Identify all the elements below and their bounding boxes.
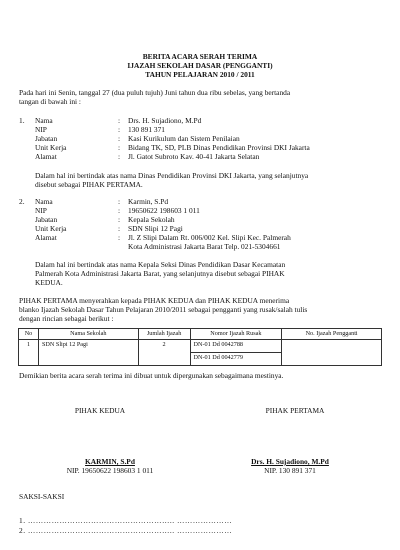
party1-sep: : — [118, 134, 121, 143]
signature-role-right: PIHAK PERTAMA — [265, 406, 325, 415]
signature-name-left: KARMIN, S.Pd — [85, 457, 135, 466]
party1-desc-line2: disebut sebagai PIHAK PERTAMA. — [35, 180, 143, 189]
handover-line1: PIHAK PERTAMA menyerahkan kepada PIHAK KEDUA dan PIHAK KEDUA menerima — [19, 296, 290, 305]
cell-damaged-1: DN-01 Dd 0042788 — [190, 340, 282, 353]
party1-value: Kasi Kurikulum dan Sistem Penilaian — [128, 134, 240, 143]
party1-sep: : — [118, 143, 121, 152]
party2-sep: : — [118, 197, 121, 206]
party2-value: 19650622 198603 1 011 — [128, 206, 200, 215]
party1-label: Alamat — [35, 152, 57, 161]
party2-desc-line3: KEDUA. — [35, 278, 63, 287]
signature-nip-left: NIP. 19650622 198603 1 011 — [66, 466, 154, 475]
signature-nip-right: NIP. 130 891 371 — [264, 466, 316, 475]
party1-desc-line1: Dalam hal ini bertindak atas nama Dinas Pendidikan Provinsi DKI Jakarta, yang selanjutnya — [35, 171, 309, 180]
col-header-count: Jumlah Ijazah — [138, 329, 190, 340]
col-header-no: No — [19, 329, 39, 340]
party2-desc-line2: Palmerah Kota Administrasi Jakarta Barat, yang selanjutnya disebut sebagai PIHAK — [35, 269, 285, 278]
party1-number: 1. — [19, 116, 25, 125]
col-header-school: Nama Sekolah — [38, 329, 138, 340]
witness-line-1: 1. ……………………………………………….. ………………… — [19, 516, 233, 525]
witness-line-2: 2. ……………………………………………….. ………………… — [19, 526, 233, 535]
party1-label: Jabatan — [35, 134, 58, 143]
party2-label: Nama — [35, 197, 53, 206]
party2-number: 2. — [19, 197, 25, 206]
col-header-replacement: No. Ijazah Pengganti — [282, 329, 382, 340]
party2-value: Jl. Z Slipi Dalam Rt. 006/002 Kel. Slipi Kec. Palmerah — [128, 233, 291, 242]
party2-label: Unit Kerja — [35, 224, 67, 233]
intro-line1: Pada hari ini Senin, tanggal 27 (dua puluh tujuh) Juni tahun dua ribu sebelas, yang bertanda — [19, 88, 291, 97]
doc-title-line3: TAHUN PELAJARAN 2010 / 2011 — [145, 70, 255, 79]
party2-value: Karmin, S.Pd — [128, 197, 169, 206]
party2-sep: : — [118, 206, 121, 215]
party2-label: Jabatan — [35, 215, 58, 224]
party2-value: SDN Slipi 12 Pagi — [128, 224, 183, 233]
party1-value: Drs. H. Sujadiono, M.Pd — [128, 116, 202, 125]
party1-label: Nama — [35, 116, 53, 125]
table-row — [19, 340, 382, 353]
handover-line2: blanko Ijazah Sekolah Dasar Tahun Pelajaran 2010/2011 sebagai pengganti yang rusak/salah tulis — [19, 305, 308, 314]
party1-value: Jl. Gatot Subroto Kav. 40-41 Jakarta Selatan — [128, 152, 260, 161]
witnesses-title: SAKSI-SAKSI — [19, 492, 65, 501]
cell-replacement — [282, 340, 382, 366]
doc-title-line2: IJAZAH SEKOLAH DASAR (PENGGANTI) — [127, 61, 273, 70]
doc-title-line1: BERITA ACARA SERAH TERIMA — [142, 52, 258, 61]
party2-sep: : — [118, 215, 121, 224]
cell-no: 1 — [19, 340, 39, 366]
party2-desc-line1: Dalam hal ini bertindak atas nama Kepala Seksi Dinas Pendidikan Dasar Kecamatan — [35, 260, 286, 269]
party1-label: NIP — [35, 125, 47, 134]
party2-sep: : — [118, 233, 121, 242]
party2-label: Alamat — [35, 233, 57, 242]
party1-sep: : — [118, 152, 121, 161]
signature-role-left: PIHAK KEDUA — [74, 406, 126, 415]
party1-sep: : — [118, 125, 121, 134]
party2-sep: : — [118, 224, 121, 233]
party2-value: Kepala Sekolah — [128, 215, 175, 224]
cell-count: 2 — [138, 340, 190, 366]
diploma-table — [18, 328, 382, 366]
closing-statement: Demikian berita acara serah terima ini dibuat untuk dipergunakan sebagaimana mestinya. — [19, 371, 284, 380]
party1-value: 130 891 371 — [128, 125, 165, 134]
party1-value: Bidang TK, SD, PLB Dinas Pendidikan Provinsi DKI Jakarta — [128, 143, 310, 152]
handover-line3: dengan rincian sebagai berikut : — [19, 314, 114, 323]
party1-sep: : — [118, 116, 121, 125]
cell-school: SDN Slipi 12 Pagi — [38, 340, 138, 366]
intro-line2: tangan di bawah ini : — [19, 97, 81, 106]
signature-name-right: Drs. H. Sujadiono, M.Pd — [251, 457, 329, 466]
cell-damaged-2: DN-01 Dd 0042779 — [190, 353, 282, 366]
party1-label: Unit Kerja — [35, 143, 67, 152]
table-header-row — [19, 329, 382, 340]
party2-address-line2: Kota Administrasi Jakarta Barat Telp. 021-5304661 — [128, 242, 281, 251]
col-header-damaged: Nomor Ijazah Rusak — [190, 329, 282, 340]
party2-label: NIP — [35, 206, 47, 215]
